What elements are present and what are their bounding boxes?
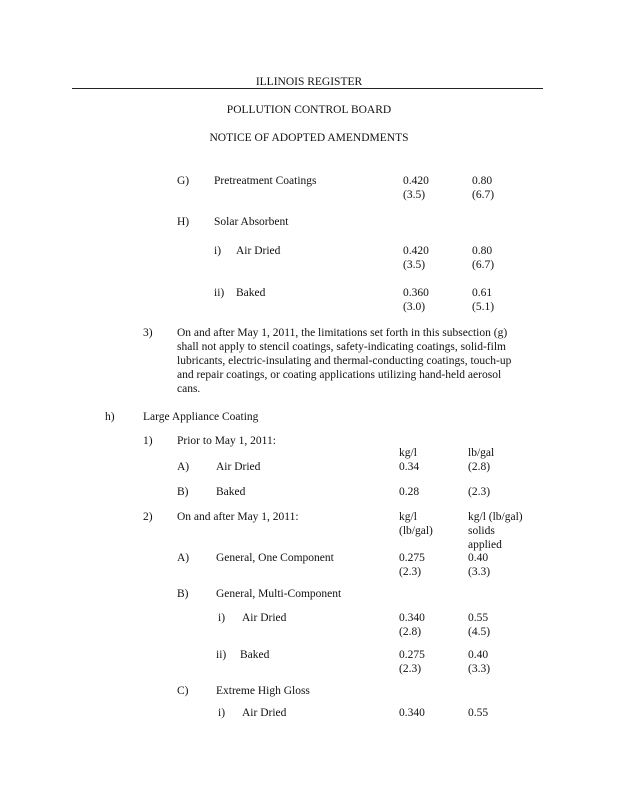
item-2b-ii-v2b: (3.3) [468,663,491,675]
item-2b-i-v1: 0.340 [399,612,425,624]
item-2a-v1: 0.275 [399,552,425,564]
item-h-ii-v2b: (5.1) [472,301,495,313]
item-1-label: 1) [143,435,153,447]
item-3-label: 3) [143,327,153,339]
item-g-v1b: (3.5) [403,189,426,201]
section-h-title: Large Appliance Coating [143,411,259,423]
item-2c-label: C) [177,685,189,697]
item-g-v1: 0.420 [403,175,429,187]
item-2b-ii-name: Baked [240,649,270,661]
item-2a-v1b: (2.3) [399,566,422,578]
paragraph-line: shall not apply to stencil coatings, safety-indicating coatings, solid-film [177,341,506,353]
item-1a-name: Air Dried [216,461,261,473]
paragraph-line: cans. [177,383,201,395]
item-2-col2-solids: solids [468,525,495,537]
item-h-i-label: i) [214,245,222,257]
item-h-label: H) [177,216,190,228]
item-1-col2-header: lb/gal [468,447,495,459]
item-g-label: G) [177,175,190,187]
item-1-col1-header: kg/l [399,447,417,459]
item-2c-i-v1: 0.340 [399,707,425,719]
section-h-label: h) [105,411,115,423]
item-2-col1-units: (lb/gal) [399,525,433,537]
item-1a-v1: 0.34 [399,461,420,473]
item-2b-i-v1b: (2.8) [399,626,422,638]
item-2b-label: B) [177,588,189,600]
item-h-ii-v1: 0.360 [403,287,429,299]
paragraph-line: and repair coatings, or coating applications utilizing hand-held aerosol [177,369,502,381]
item-2b-i-v2b: (4.5) [468,626,491,638]
item-1a-label: A) [177,461,190,473]
item-h-ii-name: Baked [236,287,266,299]
item-h-ii-v1b: (3.0) [403,301,426,313]
item-h-i-v2b: (6.7) [472,259,495,271]
item-2a-label: A) [177,552,190,564]
item-2c-name: Extreme High Gloss [216,685,310,697]
item-2b-i-name: Air Dried [242,612,287,624]
header-rule [72,88,543,89]
item-1-title: Prior to May 1, 2011: [177,435,276,447]
board-title: POLLUTION CONTROL BOARD [226,104,392,116]
item-g-v2b: (6.7) [472,189,495,201]
paragraph-line: lubricants, electric-insulating and thermal-conducting coatings, touch-up [177,355,512,367]
item-2b-ii-v2: 0.40 [468,649,489,661]
item-2b-i-v2: 0.55 [468,612,489,624]
item-2-label: 2) [143,511,153,523]
item-1b-label: B) [177,486,189,498]
item-3-paragraph [177,326,543,396]
item-1b-v1: 0.28 [399,486,420,498]
item-2c-i-v2: 0.55 [468,707,489,719]
item-2-col2-applied: applied [468,539,502,551]
item-h-i-v1: 0.420 [403,245,429,257]
item-h-name: Solar Absorbent [214,216,289,228]
item-h-i-v1b: (3.5) [403,259,426,271]
item-h-i-name: Air Dried [236,245,281,257]
item-g-v2: 0.80 [472,175,493,187]
notice-title: NOTICE OF ADOPTED AMENDMENTS [209,132,409,144]
item-1b-v2: (2.3) [468,486,491,498]
item-2c-i-name: Air Dried [242,707,287,719]
item-2c-i-label: i) [218,707,226,719]
item-2b-i-label: i) [218,612,226,624]
item-2a-v2: 0.40 [468,552,489,564]
item-1b-name: Baked [216,486,246,498]
item-h-i-v2: 0.80 [472,245,493,257]
item-2-col2-header: kg/l (lb/gal) [468,511,523,523]
item-2b-name: General, Multi-Component [216,588,342,600]
item-h-ii-v2: 0.61 [472,287,493,299]
item-2a-v2b: (3.3) [468,566,491,578]
item-2b-ii-label: ii) [216,649,227,661]
item-2-title: On and after May 1, 2011: [177,511,299,523]
paragraph-line: On and after May 1, 2011, the limitations set forth in this subsection (g) [177,327,508,339]
item-h-ii-label: ii) [214,287,225,299]
item-2b-ii-v1b: (2.3) [399,663,422,675]
item-g-name: Pretreatment Coatings [214,175,317,187]
item-2-col1-header: kg/l [399,511,417,523]
item-2a-name: General, One Component [216,552,334,564]
item-2b-ii-v1: 0.275 [399,649,425,661]
register-title: ILLINOIS REGISTER [255,76,363,88]
item-1a-v2: (2.8) [468,461,491,473]
